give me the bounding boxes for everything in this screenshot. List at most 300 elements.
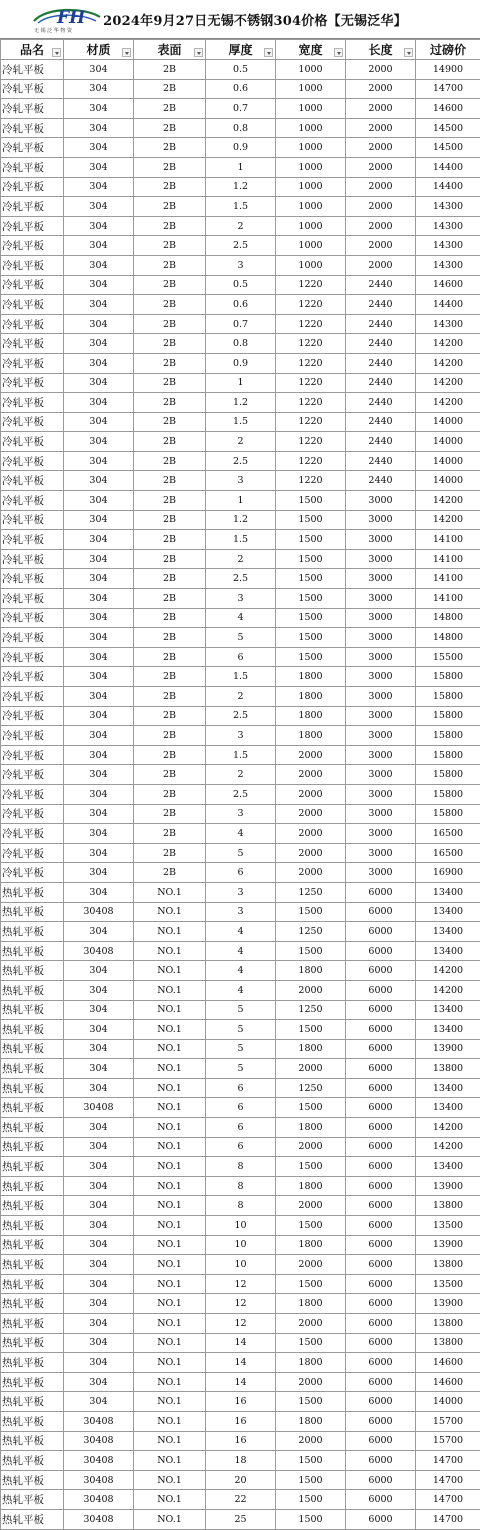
cell-product-name: 冷轧平板 (1, 60, 64, 80)
cell-length: 6000 (346, 1372, 416, 1392)
cell-product-name: 冷轧平板 (1, 157, 64, 177)
cell-surface: 2B (134, 412, 206, 432)
cell-material: 304 (64, 1353, 134, 1373)
cell-thickness: 4 (206, 608, 276, 628)
cell-material: 304 (64, 314, 134, 334)
cell-width: 2000 (276, 980, 346, 1000)
cell-thickness: 2 (206, 432, 276, 452)
cell-weighbridge-price: 13800 (416, 1314, 480, 1334)
cell-length: 6000 (346, 1274, 416, 1294)
table-row (1, 216, 480, 236)
cell-length: 2440 (346, 373, 416, 393)
cell-width: 1500 (276, 1157, 346, 1177)
cell-material: 304 (64, 1274, 134, 1294)
cell-length: 6000 (346, 1078, 416, 1098)
cell-length: 6000 (346, 882, 416, 902)
cell-material: 304 (64, 491, 134, 511)
cell-thickness: 25 (206, 1509, 276, 1529)
cell-weighbridge-price: 15500 (416, 647, 480, 667)
cell-thickness: 2.5 (206, 784, 276, 804)
table-row (1, 628, 480, 648)
cell-weighbridge-price: 14200 (416, 961, 480, 981)
filter-dropdown-icon[interactable] (122, 48, 131, 57)
cell-thickness: 2.5 (206, 236, 276, 256)
cell-width: 2000 (276, 824, 346, 844)
cell-width: 2000 (276, 843, 346, 863)
logo-small-text: 无 锡 泛 华 物 资 (34, 27, 73, 34)
cell-material: 304 (64, 843, 134, 863)
cell-material: 304 (64, 334, 134, 354)
table-row (1, 784, 480, 804)
cell-surface: NO.1 (134, 1451, 206, 1471)
cell-weighbridge-price: 14300 (416, 197, 480, 217)
cell-width: 1500 (276, 1216, 346, 1236)
cell-length: 3000 (346, 745, 416, 765)
cell-material: 304 (64, 647, 134, 667)
cell-width: 1000 (276, 177, 346, 197)
cell-surface: 2B (134, 530, 206, 550)
cell-material: 304 (64, 961, 134, 981)
cell-surface: 2B (134, 569, 206, 589)
cell-product-name: 冷轧平板 (1, 275, 64, 295)
cell-product-name: 热轧平板 (1, 1294, 64, 1314)
cell-product-name: 冷轧平板 (1, 471, 64, 491)
table-row (1, 177, 480, 197)
cell-material: 304 (64, 471, 134, 491)
cell-weighbridge-price: 14200 (416, 1137, 480, 1157)
cell-weighbridge-price: 15800 (416, 726, 480, 746)
cell-thickness: 3 (206, 902, 276, 922)
cell-thickness: 2 (206, 687, 276, 707)
cell-product-name: 冷轧平板 (1, 138, 64, 158)
cell-thickness: 8 (206, 1157, 276, 1177)
cell-product-name: 热轧平板 (1, 1059, 64, 1079)
cell-length: 6000 (346, 1000, 416, 1020)
cell-weighbridge-price: 13800 (416, 1059, 480, 1079)
table-row (1, 1137, 480, 1157)
cell-length: 3000 (346, 765, 416, 785)
cell-surface: 2B (134, 451, 206, 471)
cell-length: 2440 (346, 334, 416, 354)
filter-dropdown-icon[interactable] (404, 48, 413, 57)
cell-surface: 2B (134, 236, 206, 256)
table-row (1, 608, 480, 628)
cell-width: 1500 (276, 491, 346, 511)
cell-thickness: 6 (206, 1098, 276, 1118)
table-row (1, 1157, 480, 1177)
cell-length: 3000 (346, 510, 416, 530)
cell-width: 2000 (276, 745, 346, 765)
table-header-row (1, 40, 480, 60)
cell-thickness: 1.5 (206, 667, 276, 687)
cell-length: 6000 (346, 1020, 416, 1040)
cell-surface: NO.1 (134, 922, 206, 942)
cell-thickness: 16 (206, 1392, 276, 1412)
cell-length: 3000 (346, 863, 416, 883)
cell-surface: 2B (134, 765, 206, 785)
cell-surface: NO.1 (134, 1137, 206, 1157)
cell-surface: NO.1 (134, 1431, 206, 1451)
cell-length: 6000 (346, 1333, 416, 1353)
cell-material: 304 (64, 1294, 134, 1314)
table-row (1, 922, 480, 942)
cell-weighbridge-price: 13400 (416, 1000, 480, 1020)
table-row (1, 1216, 480, 1236)
cell-thickness: 2 (206, 549, 276, 569)
cell-material: 304 (64, 765, 134, 785)
cell-width: 1250 (276, 882, 346, 902)
cell-thickness: 0.8 (206, 118, 276, 138)
table-row (1, 1078, 480, 1098)
cell-material: 304 (64, 255, 134, 275)
cell-weighbridge-price: 14700 (416, 1490, 480, 1510)
cell-product-name: 热轧平板 (1, 882, 64, 902)
cell-weighbridge-price: 14200 (416, 491, 480, 511)
table-row (1, 118, 480, 138)
cell-width: 1000 (276, 197, 346, 217)
cell-product-name: 热轧平板 (1, 1137, 64, 1157)
cell-width: 1800 (276, 687, 346, 707)
cell-thickness: 0.9 (206, 353, 276, 373)
cell-width: 1220 (276, 432, 346, 452)
cell-thickness: 5 (206, 843, 276, 863)
cell-width: 1000 (276, 236, 346, 256)
cell-product-name: 热轧平板 (1, 1020, 64, 1040)
cell-thickness: 0.5 (206, 60, 276, 80)
svg-text:FH: FH (56, 8, 86, 28)
cell-width: 1800 (276, 667, 346, 687)
cell-material: 30408 (64, 1098, 134, 1118)
cell-length: 2440 (346, 451, 416, 471)
table-row (1, 961, 480, 981)
table-row (1, 471, 480, 491)
table-row (1, 882, 480, 902)
cell-material: 304 (64, 569, 134, 589)
cell-width: 2000 (276, 804, 346, 824)
table-row (1, 941, 480, 961)
cell-surface: NO.1 (134, 1294, 206, 1314)
cell-length: 6000 (346, 1157, 416, 1177)
cell-thickness: 3 (206, 804, 276, 824)
cell-width: 1500 (276, 1098, 346, 1118)
filter-dropdown-icon[interactable] (52, 48, 61, 57)
cell-width: 1000 (276, 118, 346, 138)
cell-weighbridge-price: 15800 (416, 667, 480, 687)
cell-product-name: 热轧平板 (1, 1078, 64, 1098)
cell-weighbridge-price: 14800 (416, 628, 480, 648)
cell-material: 304 (64, 1078, 134, 1098)
cell-product-name: 冷轧平板 (1, 432, 64, 452)
cell-product-name: 热轧平板 (1, 1196, 64, 1216)
cell-weighbridge-price: 13800 (416, 1255, 480, 1275)
cell-thickness: 0.9 (206, 138, 276, 158)
cell-product-name: 热轧平板 (1, 902, 64, 922)
cell-thickness: 1 (206, 157, 276, 177)
cell-thickness: 1.2 (206, 510, 276, 530)
cell-surface: NO.1 (134, 941, 206, 961)
cell-thickness: 1.5 (206, 745, 276, 765)
table-row (1, 1059, 480, 1079)
cell-weighbridge-price: 15800 (416, 784, 480, 804)
cell-length: 2000 (346, 197, 416, 217)
cell-length: 2000 (346, 216, 416, 236)
cell-surface: 2B (134, 99, 206, 119)
cell-thickness: 22 (206, 1490, 276, 1510)
table-row (1, 1314, 480, 1334)
cell-surface: 2B (134, 824, 206, 844)
cell-length: 6000 (346, 1059, 416, 1079)
page-title: 2024年9月27日无锡不锈钢304价格【无锡泛华】 (73, 10, 407, 29)
cell-length: 6000 (346, 1196, 416, 1216)
cell-width: 2000 (276, 784, 346, 804)
cell-surface: 2B (134, 510, 206, 530)
cell-material: 304 (64, 687, 134, 707)
cell-width: 1500 (276, 1490, 346, 1510)
cell-length: 2000 (346, 118, 416, 138)
cell-length: 2440 (346, 314, 416, 334)
table-row (1, 1176, 480, 1196)
cell-surface: NO.1 (134, 1274, 206, 1294)
cell-surface: NO.1 (134, 1314, 206, 1334)
table-row (1, 295, 480, 315)
cell-thickness: 20 (206, 1470, 276, 1490)
cell-product-name: 热轧平板 (1, 961, 64, 981)
cell-material: 304 (64, 863, 134, 883)
cell-product-name: 热轧平板 (1, 1451, 64, 1471)
cell-length: 6000 (346, 922, 416, 942)
cell-product-name: 热轧平板 (1, 1098, 64, 1118)
table-row (1, 647, 480, 667)
table-row (1, 804, 480, 824)
cell-thickness: 3 (206, 726, 276, 746)
cell-weighbridge-price: 14200 (416, 980, 480, 1000)
cell-width: 1500 (276, 628, 346, 648)
cell-length: 6000 (346, 1137, 416, 1157)
cell-length: 3000 (346, 843, 416, 863)
cell-surface: NO.1 (134, 1235, 206, 1255)
cell-surface: 2B (134, 353, 206, 373)
cell-thickness: 0.5 (206, 275, 276, 295)
column-header-length (346, 40, 416, 60)
cell-material: 304 (64, 138, 134, 158)
cell-material: 304 (64, 804, 134, 824)
table-row (1, 863, 480, 883)
cell-length: 6000 (346, 1294, 416, 1314)
cell-width: 1500 (276, 589, 346, 609)
cell-surface: 2B (134, 295, 206, 315)
cell-length: 6000 (346, 1176, 416, 1196)
cell-product-name: 冷轧平板 (1, 99, 64, 119)
cell-width: 1800 (276, 706, 346, 726)
cell-product-name: 冷轧平板 (1, 628, 64, 648)
cell-product-name: 冷轧平板 (1, 236, 64, 256)
cell-material: 304 (64, 549, 134, 569)
cell-product-name: 热轧平板 (1, 1431, 64, 1451)
cell-product-name: 冷轧平板 (1, 804, 64, 824)
cell-product-name: 热轧平板 (1, 1157, 64, 1177)
cell-surface: 2B (134, 549, 206, 569)
table-row (1, 1255, 480, 1275)
cell-weighbridge-price: 15800 (416, 804, 480, 824)
cell-length: 2000 (346, 157, 416, 177)
cell-weighbridge-price: 14700 (416, 79, 480, 99)
cell-width: 1500 (276, 549, 346, 569)
cell-weighbridge-price: 14400 (416, 295, 480, 315)
cell-product-name: 冷轧平板 (1, 255, 64, 275)
cell-material: 304 (64, 530, 134, 550)
cell-thickness: 5 (206, 1039, 276, 1059)
cell-weighbridge-price: 13400 (416, 902, 480, 922)
cell-material: 304 (64, 1372, 134, 1392)
cell-thickness: 12 (206, 1294, 276, 1314)
table-row (1, 1509, 480, 1529)
cell-weighbridge-price: 13800 (416, 1196, 480, 1216)
cell-width: 1220 (276, 471, 346, 491)
cell-thickness: 12 (206, 1274, 276, 1294)
table-row (1, 980, 480, 1000)
cell-surface: NO.1 (134, 1392, 206, 1412)
cell-weighbridge-price: 15700 (416, 1411, 480, 1431)
table-row (1, 255, 480, 275)
table-row (1, 745, 480, 765)
cell-surface: NO.1 (134, 1078, 206, 1098)
cell-material: 304 (64, 393, 134, 413)
cell-material: 304 (64, 1255, 134, 1275)
cell-product-name: 冷轧平板 (1, 79, 64, 99)
table-row (1, 726, 480, 746)
cell-product-name: 冷轧平板 (1, 334, 64, 354)
table-row (1, 1039, 480, 1059)
table-row (1, 902, 480, 922)
cell-weighbridge-price: 13400 (416, 1098, 480, 1118)
cell-length: 2440 (346, 471, 416, 491)
cell-product-name: 冷轧平板 (1, 530, 64, 550)
cell-length: 3000 (346, 647, 416, 667)
cell-width: 1220 (276, 295, 346, 315)
cell-length: 6000 (346, 1235, 416, 1255)
cell-weighbridge-price: 15800 (416, 687, 480, 707)
price-table (0, 39, 480, 1530)
cell-width: 1250 (276, 1078, 346, 1098)
cell-thickness: 0.7 (206, 314, 276, 334)
cell-surface: 2B (134, 334, 206, 354)
cell-surface: 2B (134, 628, 206, 648)
column-header-width (276, 40, 346, 60)
cell-product-name: 冷轧平板 (1, 295, 64, 315)
cell-product-name: 热轧平板 (1, 1470, 64, 1490)
cell-weighbridge-price: 16900 (416, 863, 480, 883)
cell-width: 1800 (276, 1039, 346, 1059)
cell-thickness: 3 (206, 471, 276, 491)
cell-product-name: 热轧平板 (1, 1490, 64, 1510)
cell-material: 304 (64, 1137, 134, 1157)
cell-material: 304 (64, 275, 134, 295)
cell-length: 3000 (346, 569, 416, 589)
cell-width: 1500 (276, 1274, 346, 1294)
cell-surface: 2B (134, 118, 206, 138)
cell-weighbridge-price: 13900 (416, 1176, 480, 1196)
cell-weighbridge-price: 14300 (416, 255, 480, 275)
cell-surface: 2B (134, 275, 206, 295)
cell-length: 2000 (346, 177, 416, 197)
cell-product-name: 热轧平板 (1, 1509, 64, 1529)
cell-material: 304 (64, 608, 134, 628)
cell-product-name: 冷轧平板 (1, 177, 64, 197)
cell-weighbridge-price: 14100 (416, 530, 480, 550)
cell-thickness: 5 (206, 1059, 276, 1079)
cell-thickness: 2.5 (206, 451, 276, 471)
cell-width: 1500 (276, 902, 346, 922)
filter-dropdown-icon[interactable] (194, 48, 203, 57)
cell-surface: NO.1 (134, 1157, 206, 1177)
cell-material: 304 (64, 177, 134, 197)
filter-dropdown-icon[interactable] (264, 48, 273, 57)
cell-surface: 2B (134, 373, 206, 393)
cell-thickness: 8 (206, 1176, 276, 1196)
cell-material: 304 (64, 510, 134, 530)
column-header-label: 表面 (157, 41, 181, 58)
cell-weighbridge-price: 14200 (416, 353, 480, 373)
cell-length: 3000 (346, 608, 416, 628)
cell-material: 304 (64, 1157, 134, 1177)
table-row (1, 138, 480, 158)
cell-weighbridge-price: 14400 (416, 177, 480, 197)
cell-weighbridge-price: 16500 (416, 843, 480, 863)
cell-surface: 2B (134, 667, 206, 687)
cell-product-name: 热轧平板 (1, 1216, 64, 1236)
cell-width: 1000 (276, 79, 346, 99)
cell-weighbridge-price: 13400 (416, 922, 480, 942)
cell-surface: 2B (134, 197, 206, 217)
table-row (1, 491, 480, 511)
cell-length: 2440 (346, 412, 416, 432)
cell-product-name: 热轧平板 (1, 980, 64, 1000)
table-row (1, 549, 480, 569)
cell-weighbridge-price: 13400 (416, 882, 480, 902)
cell-material: 304 (64, 197, 134, 217)
cell-surface: 2B (134, 255, 206, 275)
cell-thickness: 2.5 (206, 569, 276, 589)
cell-weighbridge-price: 13500 (416, 1274, 480, 1294)
page-header (0, 0, 480, 39)
cell-product-name: 冷轧平板 (1, 373, 64, 393)
filter-dropdown-icon[interactable] (334, 48, 343, 57)
cell-weighbridge-price: 13400 (416, 1078, 480, 1098)
cell-width: 1500 (276, 1509, 346, 1529)
cell-thickness: 4 (206, 941, 276, 961)
cell-surface: 2B (134, 647, 206, 667)
table-row (1, 1333, 480, 1353)
cell-thickness: 2 (206, 216, 276, 236)
cell-weighbridge-price: 15800 (416, 706, 480, 726)
cell-thickness: 10 (206, 1216, 276, 1236)
cell-material: 30408 (64, 1411, 134, 1431)
cell-product-name: 冷轧平板 (1, 510, 64, 530)
cell-weighbridge-price: 14500 (416, 138, 480, 158)
cell-thickness: 14 (206, 1372, 276, 1392)
table-row (1, 824, 480, 844)
cell-thickness: 4 (206, 961, 276, 981)
cell-thickness: 10 (206, 1235, 276, 1255)
cell-width: 1500 (276, 647, 346, 667)
cell-thickness: 4 (206, 980, 276, 1000)
column-header-label: 过磅价 (430, 41, 466, 58)
cell-width: 2000 (276, 863, 346, 883)
cell-length: 6000 (346, 941, 416, 961)
table-row (1, 1451, 480, 1471)
cell-length: 6000 (346, 1098, 416, 1118)
cell-thickness: 18 (206, 1451, 276, 1471)
